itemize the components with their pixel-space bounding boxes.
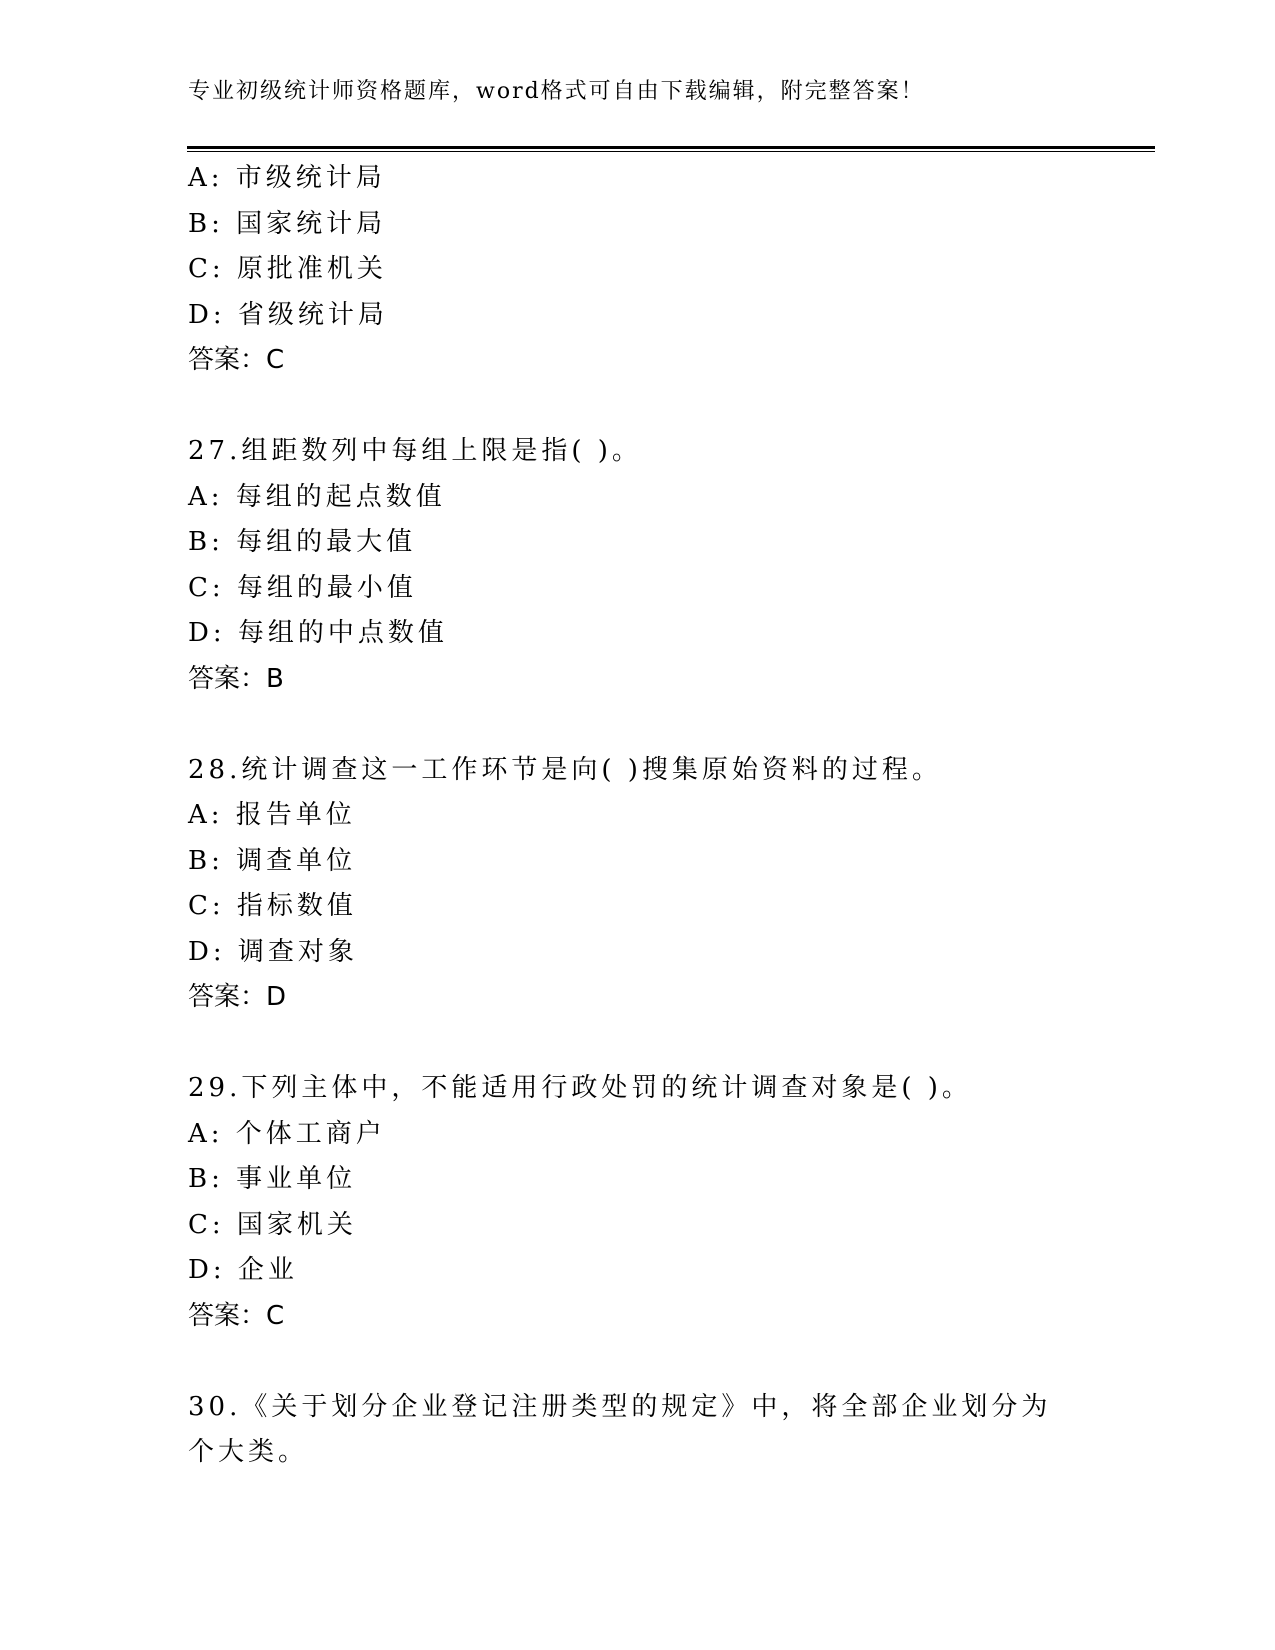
question-stem: 30.《关于划分企业登记注册类型的规定》中，将全部企业划分为个大类。 xyxy=(188,1391,1052,1467)
option-d: D: 省级统计局 xyxy=(188,299,388,330)
header-rule-thick xyxy=(187,146,1155,149)
spacer xyxy=(188,1339,1088,1385)
option-c: C: 国家机关 xyxy=(188,1209,357,1240)
page-header: 专业初级统计师资格题库，word格式可自由下载编辑，附完整答案！ xyxy=(188,79,925,104)
option-c: C: 每组的最小值 xyxy=(188,572,417,603)
option-b: B: 事业单位 xyxy=(188,1164,357,1194)
option-d: D: 调查对象 xyxy=(188,936,358,967)
question-content xyxy=(188,156,1088,1476)
question-stem: 28.统计调查这一工作环节是向( )搜集原始资料的过程。 xyxy=(188,754,942,785)
option-a: A: 市级统计局 xyxy=(188,163,386,193)
option-d: D: 每组的中点数值 xyxy=(188,618,448,648)
option-a: A: 个体工商户 xyxy=(188,1118,386,1149)
option-d: D: 企业 xyxy=(188,1255,298,1285)
option-b: B: 调查单位 xyxy=(188,845,357,876)
header-rule-thin xyxy=(187,151,1155,152)
spacer xyxy=(188,384,1088,430)
option-b: B: 国家统计局 xyxy=(188,208,387,239)
option-c: C: 指标数值 xyxy=(188,891,357,921)
option-b: B: 每组的最大值 xyxy=(188,527,417,557)
answer-line: 答案：C xyxy=(188,345,285,375)
answer-line: 答案：C xyxy=(188,1300,285,1331)
spacer xyxy=(188,1021,1088,1067)
question-stem: 27.组距数列中每组上限是指( )。 xyxy=(188,436,642,466)
option-a: A: 报告单位 xyxy=(188,800,356,830)
spacer xyxy=(188,702,1088,748)
answer-line: 答案：D xyxy=(188,982,287,1012)
option-c: C: 原批准机关 xyxy=(188,254,387,284)
question-stem: 29.下列主体中，不能适用行政处罚的统计调查对象是( )。 xyxy=(188,1073,972,1103)
option-a: A: 每组的起点数值 xyxy=(188,481,446,512)
answer-line: 答案：B xyxy=(188,663,284,694)
